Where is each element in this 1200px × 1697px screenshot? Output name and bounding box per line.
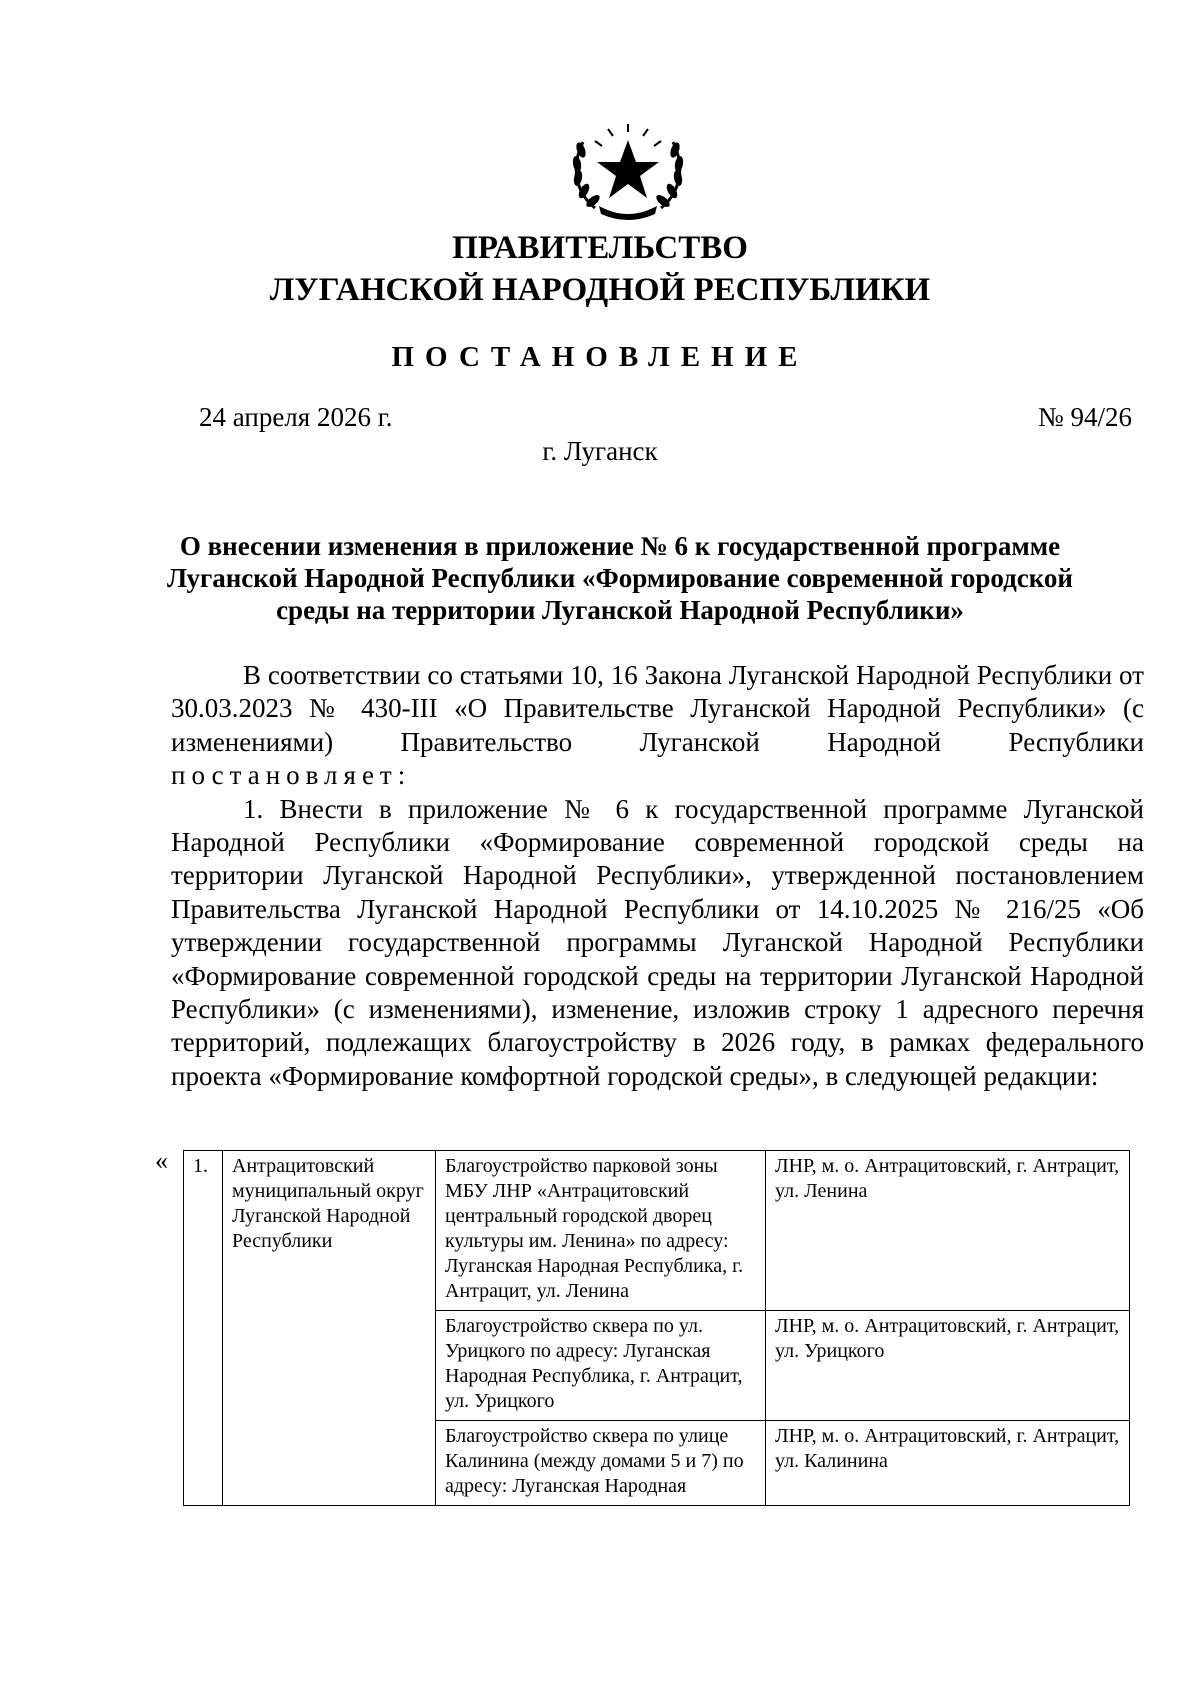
lpr-coat-of-arms-icon: [565, 122, 691, 222]
preamble-paragraph: [171, 659, 1144, 793]
document-body: [171, 659, 1144, 1093]
address-table: [183, 1150, 1130, 1506]
org-title-line1: ПРАВИТЕЛЬСТВО: [452, 230, 748, 266]
decree-verb: постановляет:: [171, 760, 412, 791]
preamble-text: В соответствии со статьями 10, 16 Закона Луганской Народной Республики от 30.03.2023 № 430-III «О Правительстве Луганской Народной Республики» (с изменениями) Правительство Луганской Народной Республики: [171, 660, 1144, 757]
document-date: 24 апреля 2026 г.: [199, 402, 393, 432]
object-cell: Благоустройство сквера по ул. Урицкого по адресу: Луганская Народная Республика, г. Антрацит, ул. Урицкого: [436, 1311, 766, 1421]
row-number-cell: 1.: [184, 1151, 223, 1506]
clause-1-paragraph: 1. Внести в приложение № 6 к государственной программе Луганской Народной Республики «Формирование современной городской среды на территории Луганской Народной Республики», утвержденной постановлением Правительства Луганской Народной Республики от 14.10.2025 № 216/25 «Об утверждении государственной программы Луганской Народной Республики «Формирование современной городской среды на территории Луганской Народной Республики» (с изменениями), изменение, изложив строку 1 адресного перечня территорий, подлежащих благоустройству в 2026 году, в рамках федерального проекта «Формирование комфортной городской среды», в следующей редакции:: [171, 793, 1144, 1091]
heading-line2: Луганской Народной Республики «Формирование современной городской: [167, 563, 1073, 593]
municipality-cell: Антрацитовский муниципальный округ Луганской Народной Республики: [223, 1151, 436, 1506]
location-cell: ЛНР, м. о. Антрацитовский, г. Антрацит, ул. Урицкого: [766, 1311, 1130, 1421]
org-title-line2: ЛУГАНСКОЙ НАРОДНОЙ РЕСПУБЛИКИ: [269, 272, 931, 308]
table-row: [184, 1151, 1130, 1311]
heading-line3: среды на территории Луганской Народной Республики»: [276, 595, 964, 625]
document-heading: [140, 530, 1100, 626]
object-cell: Благоустройство сквера по улице Калинина (между домами 5 и 7) по адресу: Луганская Народная: [436, 1421, 766, 1506]
location-cell: ЛНР, м. о. Антрацитовский, г. Антрацит, ул. Ленина: [766, 1151, 1130, 1311]
document-number: № 94/26: [1037, 402, 1132, 432]
opening-quote: «: [155, 1146, 168, 1175]
document-type: ПОСТАНОВЛЕНИЕ: [391, 341, 809, 373]
document-city: г. Луганск: [542, 436, 658, 466]
location-cell: ЛНР, м. о. Антрацитовский, г. Антрацит, ул. Калинина: [766, 1421, 1130, 1506]
object-cell: Благоустройство парковой зоны МБУ ЛНР «Антрацитовский центральный городской дворец культуры им. Ленина» по адресу: Луганская Народная Республика, г. Антрацит, ул. Ленина: [436, 1151, 766, 1311]
heading-line1: О внесении изменения в приложение № 6 к государственной программе: [179, 531, 1061, 561]
